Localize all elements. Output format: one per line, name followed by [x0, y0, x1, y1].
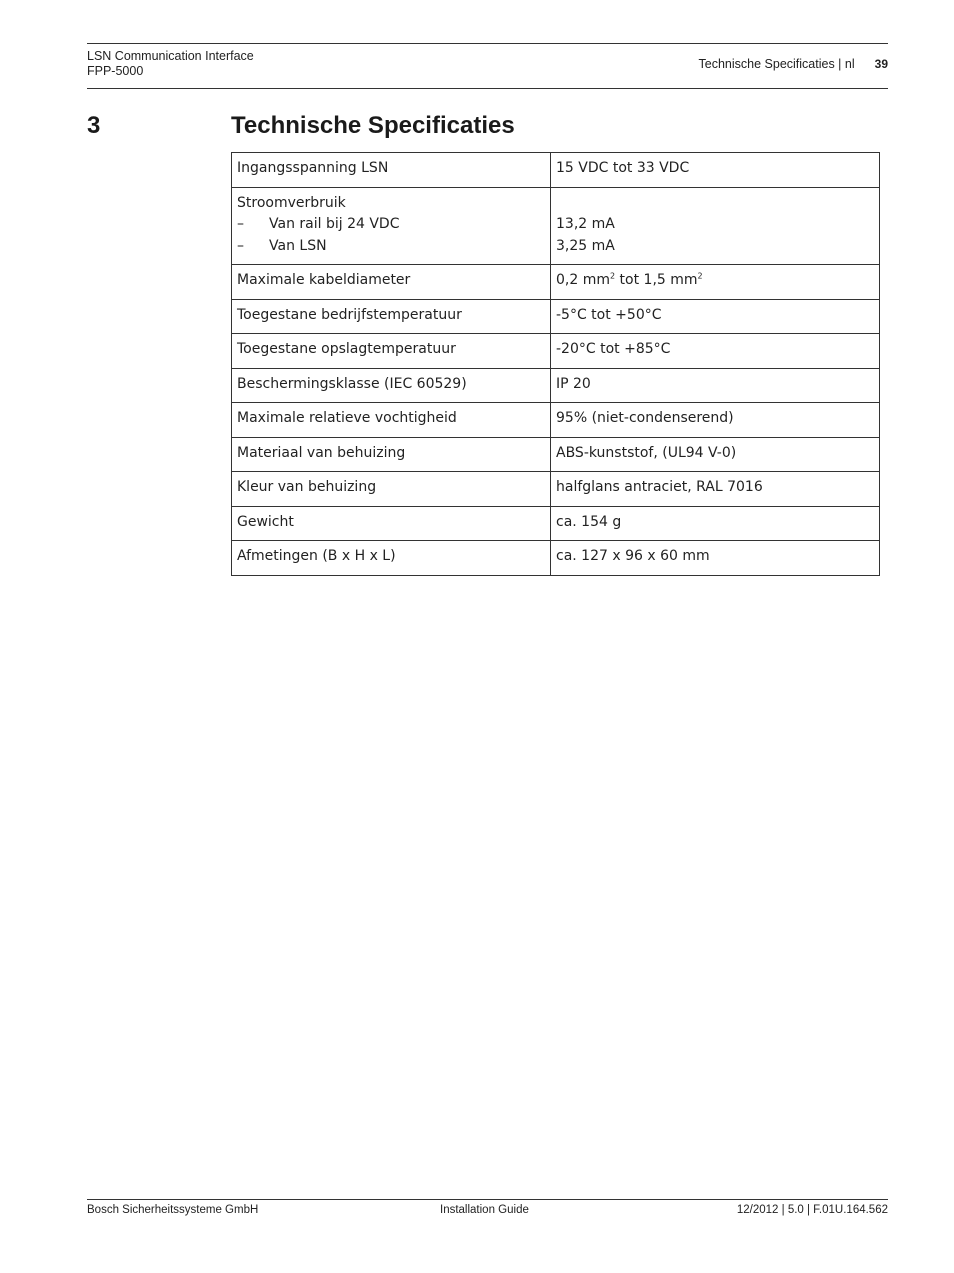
superscript: 2: [697, 271, 703, 281]
spec-value: [551, 265, 880, 300]
spec-label: Gewicht: [232, 506, 551, 541]
spec-label: Kleur van behuizing: [232, 472, 551, 507]
spec-label: Materiaal van behuizing: [232, 437, 551, 472]
dash-bullet: –: [237, 216, 244, 232]
spec-sub-label: Van rail bij 24 VDC: [269, 216, 400, 232]
spec-value: -20°C tot +85°C: [551, 334, 880, 369]
table-row: [232, 153, 880, 188]
spec-value: ca. 127 x 96 x 60 mm: [551, 541, 880, 576]
footer-doc-type: Installation Guide: [440, 1204, 529, 1216]
footer-company: Bosch Sicherheitssysteme GmbH: [87, 1204, 259, 1216]
header-section-info: [699, 57, 888, 72]
table-row: [232, 368, 880, 403]
spec-label: Beschermingsklasse (IEC 60529): [232, 368, 551, 403]
spec-label: Ingangsspanning LSN: [232, 153, 551, 188]
page-number: 39: [874, 57, 888, 71]
spec-sub-value: 13,2 mA: [556, 216, 615, 232]
spec-value: ca. 154 g: [551, 506, 880, 541]
spec-sub-item: [237, 214, 545, 236]
dash-bullet: –: [237, 237, 244, 254]
table-row: [232, 437, 880, 472]
table-row: [232, 506, 880, 541]
chapter-number: 3: [87, 112, 101, 139]
spec-value: halfglans antraciet, RAL 7016: [551, 472, 880, 507]
header-product-code: FPP-5000: [87, 64, 144, 78]
spec-label: Toegestane bedrijfstemperatuur: [232, 299, 551, 334]
chapter-title: Technische Specificaties: [231, 112, 515, 139]
spec-sub-item: [237, 236, 545, 258]
page-header: [87, 43, 888, 89]
table-row: [232, 334, 880, 369]
value-part: tot 1,5 mm: [615, 272, 698, 288]
header-section-label: Technische Specificaties | nl: [698, 57, 855, 71]
spec-sub-label: Van LSN: [269, 237, 327, 254]
spec-label: Maximale relatieve vochtigheid: [232, 403, 551, 438]
spec-value: IP 20: [551, 368, 880, 403]
superscript: 2: [610, 271, 616, 281]
spec-value-spacer: [556, 193, 874, 215]
spec-label-group: [232, 187, 551, 265]
spec-value: ABS-kunststof, (UL94 V-0): [551, 437, 880, 472]
page-footer: [87, 1199, 888, 1216]
spec-label: Toegestane opslagtemperatuur: [232, 334, 551, 369]
table-row: [232, 541, 880, 576]
table-row: [232, 472, 880, 507]
spec-value: -5°C tot +50°C: [551, 299, 880, 334]
table-row: [232, 265, 880, 300]
spec-label: Maximale kabeldiameter: [232, 265, 551, 300]
table-row: [232, 403, 880, 438]
spec-label: Stroomverbruik: [237, 194, 346, 211]
spec-value: 15 VDC tot 33 VDC: [551, 153, 880, 188]
table-row: [232, 187, 880, 265]
spec-value-group: [551, 187, 880, 265]
spec-sub-value: 3,25 mA: [556, 237, 615, 254]
spec-value: 95% (niet-condenserend): [551, 403, 880, 438]
header-product-info: [87, 49, 254, 79]
specifications-table: [231, 152, 880, 576]
header-product-name: LSN Communication Interface: [87, 49, 254, 63]
spec-label: Afmetingen (B x H x L): [232, 541, 551, 576]
table-row: [232, 299, 880, 334]
value-part: 0,2 mm: [556, 272, 610, 288]
footer-doc-ref: 12/2012 | 5.0 | F.01U.164.562: [736, 1204, 888, 1216]
